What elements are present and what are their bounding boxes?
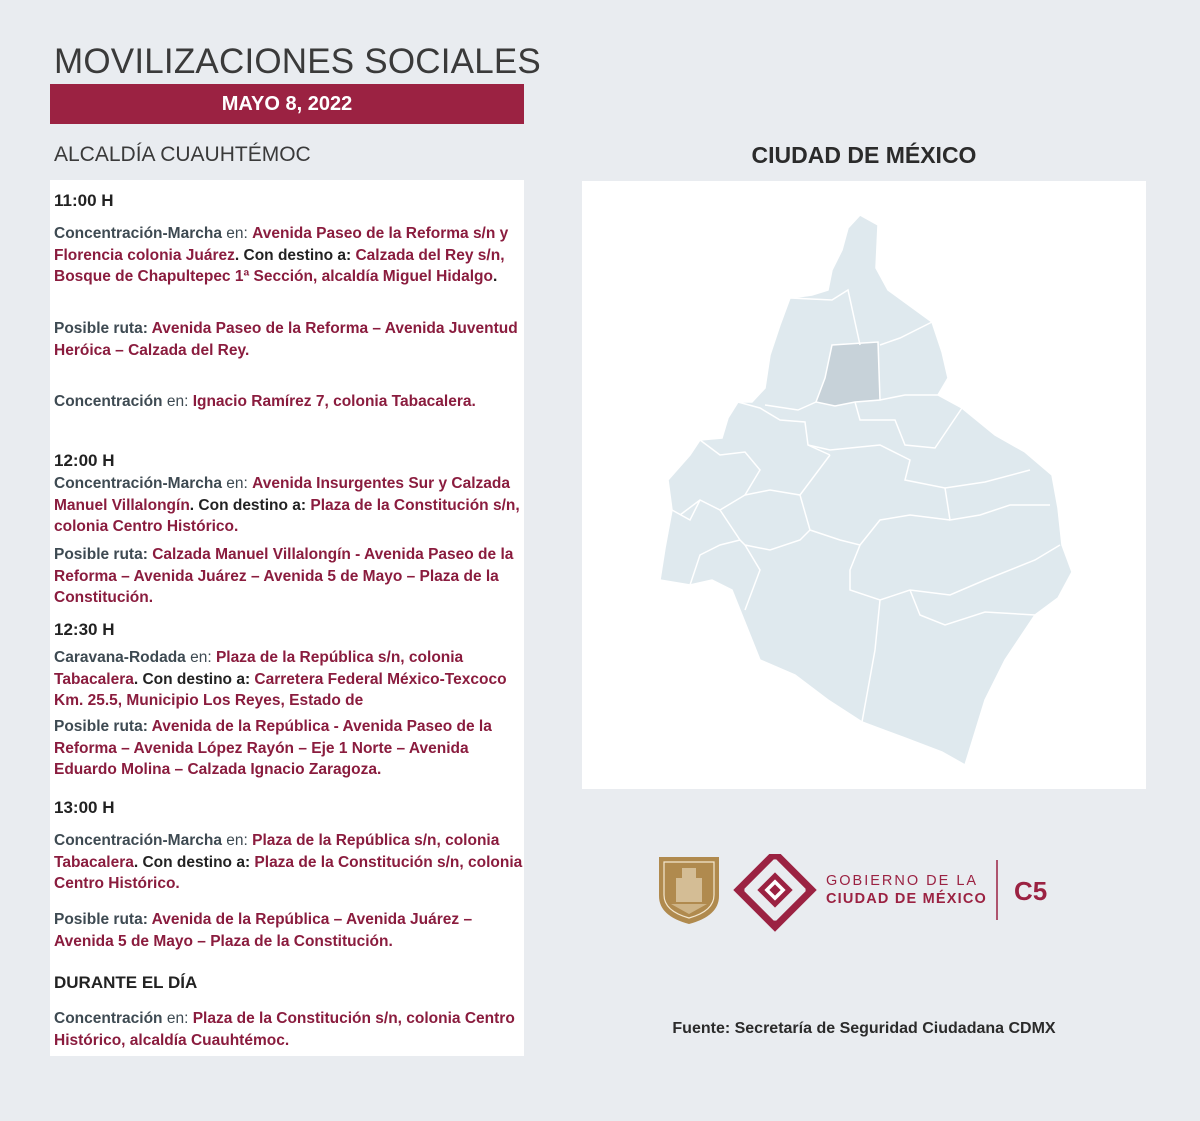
gov-line-2: CIUDAD DE MÉXICO xyxy=(826,891,987,907)
event-type: Concentración-Marcha xyxy=(54,225,222,242)
destination-label: . Con destino a: xyxy=(234,246,356,264)
event-en: en: xyxy=(162,1010,193,1027)
event-location: Ignacio Ramírez 7, colonia Tabacalera xyxy=(192,393,472,410)
destination-label: . Con destino a: xyxy=(133,670,255,688)
time-1100: 11:00 H xyxy=(54,191,114,210)
event-destination: Plaza de la Constitución s/n, colonia Centro Histórico. xyxy=(54,496,520,535)
city-outline xyxy=(660,215,1072,765)
event-en: en: xyxy=(221,225,253,242)
event-type: Caravana-Rodada xyxy=(54,649,186,666)
event-location: Plaza de la Constitución s/n, colonia Centro Histórico, alcaldía Cuauhtémoc. xyxy=(54,1010,515,1049)
event-location: Plaza de la República s/n, colonia Tabacalera xyxy=(54,649,464,688)
route-text: Avenida de la República – Avenida Juárez – Avenida 5 de Mayo – Plaza de la Constitución. xyxy=(54,911,473,950)
logos xyxy=(655,854,1075,934)
route-label: Posible ruta: xyxy=(54,911,152,928)
event-type: Concentración-Marcha xyxy=(54,832,222,849)
source-footer: Fuente: Secretaría de Seguridad Ciudadana CDMX xyxy=(672,1020,1056,1037)
time-1300: 13:00 H xyxy=(54,798,115,817)
event-end: . xyxy=(471,393,476,410)
event-location: Avenida Paseo de la Reforma s/n y Florencia colonia Juárez xyxy=(54,225,509,264)
event-1230-info xyxy=(54,647,524,711)
date-banner: MAYO 8, 2022 xyxy=(50,84,524,124)
event-type: Concentración xyxy=(54,1010,163,1027)
event-en: en: xyxy=(162,393,193,410)
event-en: en: xyxy=(221,832,253,849)
event-destination: Calzada del Rey s/n, Bosque de Chapultepec 1ª Sección, alcaldía Miguel Hidalgo xyxy=(54,246,505,285)
route-text: Calzada Manuel Villalongín - Avenida Paseo de la Reforma – Avenida Juárez – Avenida 5 de Mayo – Plaza de la Constitución. xyxy=(54,546,514,606)
map-panel xyxy=(582,181,1146,789)
cdmx-emblem-icon xyxy=(736,854,815,930)
event-1100-info-2 xyxy=(54,391,524,413)
map-title: CIUDAD DE MÉXICO xyxy=(751,142,977,168)
route-label: Posible ruta: xyxy=(54,546,153,563)
event-1230-route xyxy=(54,716,524,781)
time-1200: 12:00 H xyxy=(54,451,115,470)
event-location: Plaza de la República s/n, colonia Tabacalera xyxy=(54,832,500,871)
event-1100-route xyxy=(54,318,524,361)
cdmx-map xyxy=(582,181,1146,789)
event-type: Concentración-Marcha xyxy=(54,475,222,492)
page-title: MOVILIZACIONES SOCIALES xyxy=(54,42,541,81)
route-label: Posible ruta: xyxy=(54,718,152,735)
time-1230: 12:30 H xyxy=(54,620,115,639)
event-day-info xyxy=(54,1008,524,1051)
time-durante-el-dia: DURANTE EL DÍA xyxy=(54,973,198,992)
c5-logo: C5 xyxy=(1014,876,1048,906)
event-1200-route xyxy=(54,544,524,609)
alcaldia-heading: ALCALDÍA CUAUHTÉMOC xyxy=(54,143,311,166)
route-text: Avenida Paseo de la Reforma – Avenida Juventud Heróica – Calzada del Rey. xyxy=(54,320,518,359)
event-type: Concentración xyxy=(54,393,163,410)
event-en: en: xyxy=(185,649,216,666)
coat-of-arms-icon xyxy=(659,857,719,924)
event-destination: Plaza de la Constitución s/n, colonia Centro Histórico. xyxy=(54,853,523,892)
event-1300-route xyxy=(54,909,524,952)
route-text: Avenida de la República - Avenida Paseo de la Reforma – Avenida López Rayón – Eje 1 Norte – Avenida Eduardo Molina – Calzada Ignacio Zaragoza. xyxy=(54,718,492,778)
event-1200-info xyxy=(54,473,524,538)
destination-label: . Con destino a: xyxy=(133,853,255,871)
events-panel xyxy=(50,180,524,1056)
event-location: Avenida Insurgentes Sur y Calzada Manuel Villalongín xyxy=(54,475,510,514)
event-1100-info xyxy=(54,223,524,288)
gov-line-1: GOBIERNO DE LA xyxy=(826,873,979,889)
event-end: . xyxy=(492,268,498,285)
event-destination: Carretera Federal México-Texcoco Km. 25.5, Municipio Los Reyes, Estado de xyxy=(54,670,507,709)
event-1300-info xyxy=(54,830,524,895)
destination-label: . Con destino a: xyxy=(189,496,311,514)
route-label: Posible ruta: xyxy=(54,320,152,337)
event-en: en: xyxy=(221,475,253,492)
